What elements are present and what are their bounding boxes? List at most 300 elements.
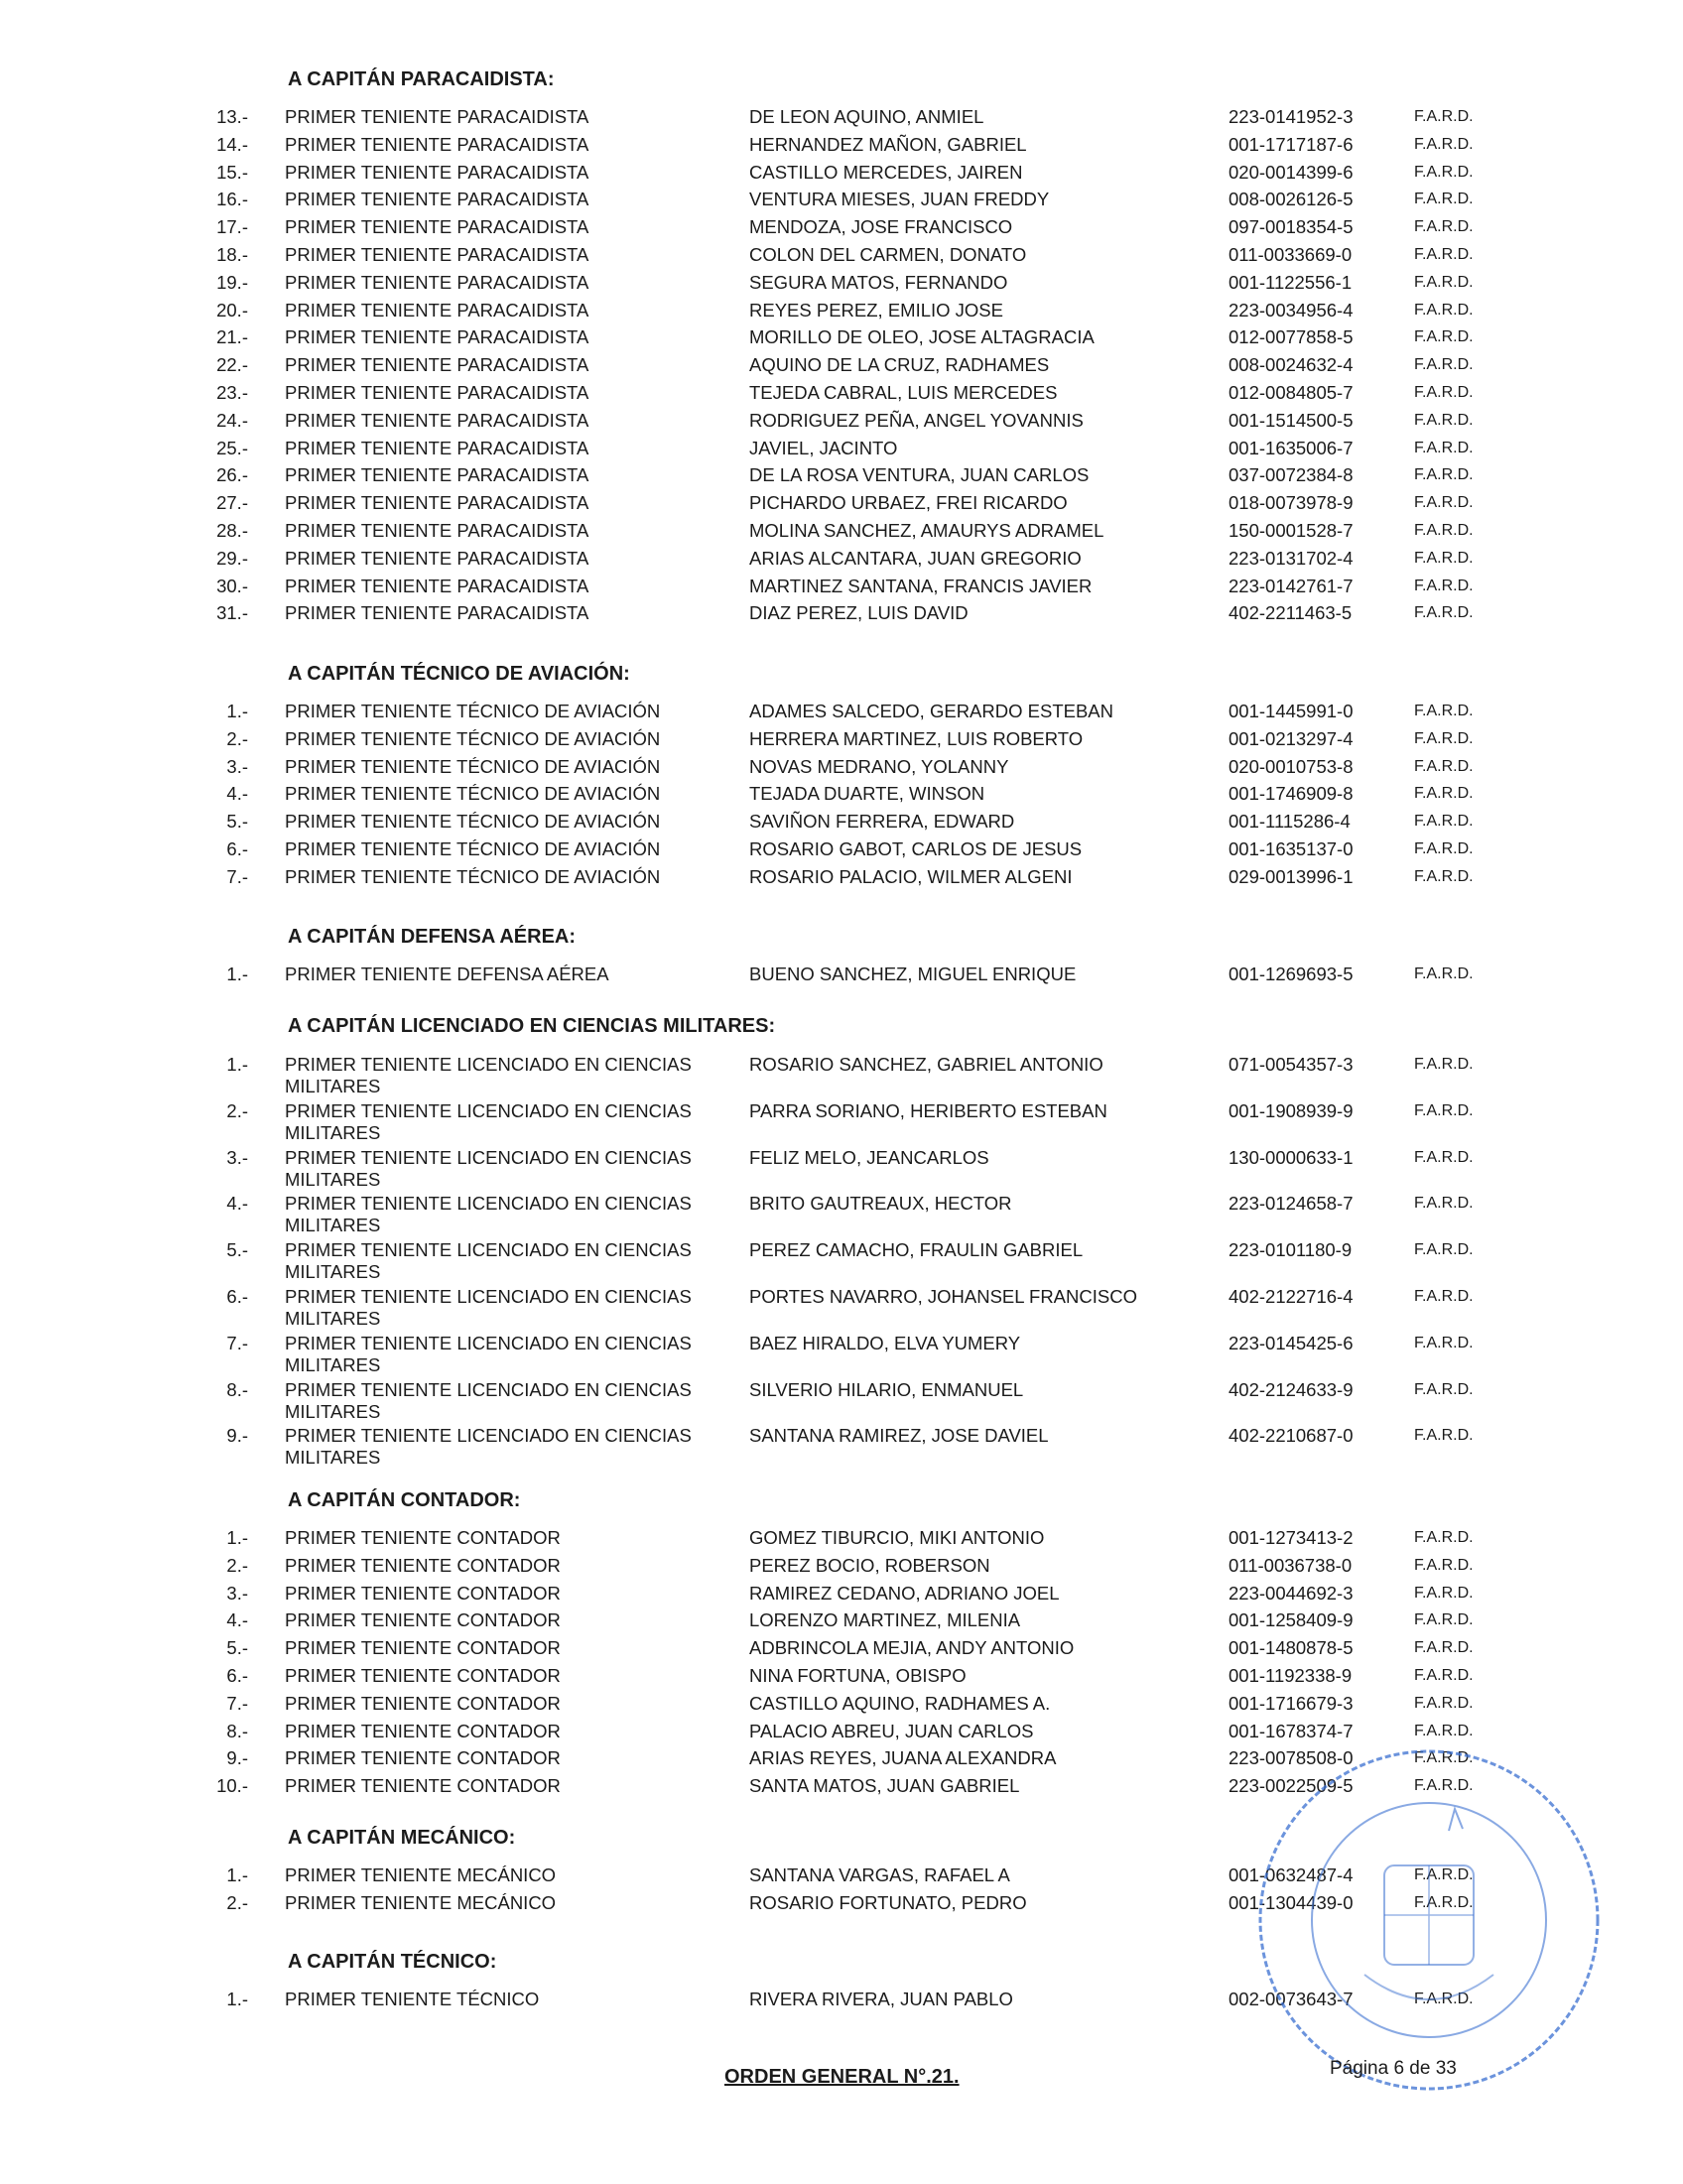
id-number-cell: 037-0072384-8 [1229,464,1354,486]
rank-cell: PRIMER TENIENTE PARACAIDISTA [285,547,589,569]
row-number: 2.- [226,1099,248,1121]
institution-cell: F.A.R.D. [1414,813,1474,831]
id-number-cell: 223-0141952-3 [1229,106,1354,127]
name-cell: CASTILLO MERCEDES, JAIREN [749,161,1023,183]
promotion-section [198,923,1489,988]
rank-cell: PRIMER TENIENTE PARACAIDISTA [285,161,589,183]
rank-cell: PRIMER TENIENTE LICENCIADO EN CIENCIAS MILITARES [285,1332,692,1375]
promotion-section [198,1012,1489,1468]
name-cell: FELIZ MELO, JEANCARLOS [749,1146,989,1168]
row-number: 3.- [226,755,248,777]
institution-cell: F.A.R.D. [1414,466,1474,484]
name-cell: HERNANDEZ MAÑON, GABRIEL [749,133,1027,155]
rank-cell: PRIMER TENIENTE TÉCNICO DE AVIACIÓN [285,727,661,749]
institution-cell: F.A.R.D. [1414,108,1474,125]
rank-cell: PRIMER TENIENTE CONTADOR [285,1720,561,1741]
name-cell: SANTA MATOS, JUAN GABRIEL [749,1775,1020,1797]
id-number-cell: 402-2122716-4 [1229,1285,1354,1307]
rank-cell: PRIMER TENIENTE LICENCIADO EN CIENCIAS MILITARES [285,1239,692,1283]
name-cell: BAEZ HIRALDO, ELVA YUMERY [749,1332,1021,1353]
row-number: 16.- [216,189,248,210]
name-cell: BRITO GAUTREAUX, HECTOR [749,1193,1012,1215]
institution-cell: F.A.R.D. [1414,1287,1474,1305]
id-number-cell: 001-1273413-2 [1229,1527,1354,1548]
row-number: 23.- [216,381,248,403]
id-number-cell: 018-0073978-9 [1229,492,1354,514]
id-number-cell: 001-1635006-7 [1229,437,1354,458]
id-number-cell: 402-2124633-9 [1229,1378,1354,1400]
institution-cell: F.A.R.D. [1414,1893,1474,1911]
rank-cell: PRIMER TENIENTE PARACAIDISTA [285,409,589,431]
name-cell: CASTILLO AQUINO, RADHAMES A. [749,1692,1051,1714]
row-number: 2.- [226,1891,248,1913]
name-cell: LORENZO MARTINEZ, MILENIA [749,1609,1021,1631]
row-number: 1.- [226,701,248,721]
row-number: 6.- [226,1664,248,1686]
table-row [198,780,1489,808]
name-cell: BUENO SANCHEZ, MIGUEL ENRIQUE [749,964,1077,984]
row-number: 1.- [226,1527,248,1548]
rank-cell: PRIMER TENIENTE PARACAIDISTA [285,133,589,155]
row-number: 3.- [226,1582,248,1604]
name-cell: SEGURA MATOS, FERNANDO [749,271,1008,293]
id-number-cell: 001-1678374-7 [1229,1720,1354,1741]
id-number-cell: 008-0024632-4 [1229,354,1354,376]
table-row [198,1580,1489,1607]
row-number: 17.- [216,216,248,238]
rank-cell: PRIMER TENIENTE CONTADOR [285,1582,561,1604]
name-cell: DE LEON AQUINO, ANMIEL [749,106,984,127]
rank-cell: PRIMER TENIENTE CONTADOR [285,1747,561,1769]
institution-cell: F.A.R.D. [1414,839,1474,857]
row-number: 1.- [226,964,248,984]
row-number: 24.- [216,409,248,431]
row-number: 14.- [216,133,248,155]
row-number: 3.- [226,1146,248,1168]
table-row [198,808,1489,835]
table-row [198,1282,1489,1329]
table-row [198,961,1489,988]
row-number: 6.- [226,1285,248,1307]
name-cell: PICHARDO URBAEZ, FREI RICARDO [749,492,1068,514]
id-number-cell: 223-0124658-7 [1229,1193,1354,1215]
row-number: 13.- [216,106,248,127]
rank-cell: PRIMER TENIENTE TÉCNICO DE AVIACIÓN [285,865,661,887]
id-number-cell: 029-0013996-1 [1229,865,1354,887]
id-number-cell: 020-0014399-6 [1229,161,1354,183]
rank-cell: PRIMER TENIENTE PARACAIDISTA [285,271,589,293]
institution-cell: F.A.R.D. [1414,757,1474,775]
row-number: 8.- [226,1720,248,1741]
rank-cell: PRIMER TENIENTE CONTADOR [285,1554,561,1576]
id-number-cell: 001-1635137-0 [1229,837,1354,859]
rank-cell: PRIMER TENIENTE PARACAIDISTA [285,326,589,348]
institution-cell: F.A.R.D. [1414,494,1474,512]
name-cell: SANTANA RAMIREZ, JOSE DAVIEL [749,1425,1049,1447]
table-row [198,159,1489,187]
id-number-cell: 223-0034956-4 [1229,299,1354,321]
table-row [198,213,1489,241]
institution-cell: F.A.R.D. [1414,1427,1474,1445]
section-title: A CAPITÁN PARACAIDISTA: [288,68,555,90]
row-number: 26.- [216,464,248,486]
table-row [198,1634,1489,1662]
institution-cell: F.A.R.D. [1414,356,1474,374]
rank-cell: PRIMER TENIENTE CONTADOR [285,1637,561,1659]
name-cell: VENTURA MIESES, JUAN FREDDY [749,189,1050,210]
name-cell: REYES PEREZ, EMILIO JOSE [749,299,1003,321]
institution-cell: F.A.R.D. [1414,411,1474,429]
row-number: 4.- [226,1609,248,1631]
table-row [198,241,1489,269]
row-number: 29.- [216,547,248,569]
name-cell: ADBRINCOLA MEJIA, ANDY ANTONIO [749,1637,1075,1659]
id-number-cell: 001-1192338-9 [1229,1664,1353,1686]
row-number: 1.- [226,1989,248,2009]
row-number: 9.- [226,1425,248,1447]
row-number: 27.- [216,492,248,514]
institution-cell: F.A.R.D. [1414,273,1474,291]
row-number: 8.- [226,1378,248,1400]
rank-cell: PRIMER TENIENTE PARACAIDISTA [285,299,589,321]
name-cell: AQUINO DE LA CRUZ, RADHAMES [749,354,1050,376]
table-row [198,1096,1489,1143]
rank-cell: PRIMER TENIENTE CONTADOR [285,1664,561,1686]
id-number-cell: 001-1908939-9 [1229,1099,1354,1121]
rank-cell: PRIMER TENIENTE PARACAIDISTA [285,243,589,265]
table-row [198,1524,1489,1552]
section-title: A CAPITÁN DEFENSA AÉREA: [288,926,577,948]
id-number-cell: 150-0001528-7 [1229,519,1354,541]
rank-cell: PRIMER TENIENTE TÉCNICO DE AVIACIÓN [285,701,661,721]
table-row [198,1235,1489,1282]
name-cell: NINA FORTUNA, OBISPO [749,1664,967,1686]
table-row [198,186,1489,213]
rank-cell: PRIMER TENIENTE LICENCIADO EN CIENCIAS MILITARES [285,1193,692,1236]
promotion-section [198,65,1489,627]
institution-cell: F.A.R.D. [1414,1666,1474,1684]
rank-cell: PRIMER TENIENTE LICENCIADO EN CIENCIAS MILITARES [285,1054,692,1096]
institution-cell: F.A.R.D. [1414,1241,1474,1259]
institution-cell: F.A.R.D. [1414,1694,1474,1712]
table-row [198,1552,1489,1580]
row-number: 5.- [226,1637,248,1659]
rank-cell: PRIMER TENIENTE LICENCIADO EN CIENCIAS MILITARES [285,1425,692,1469]
institution-cell: F.A.R.D. [1414,1777,1474,1795]
name-cell: RODRIGUEZ PEÑA, ANGEL YOVANNIS [749,409,1084,431]
official-seal-icon [1235,1727,1622,2114]
rank-cell: PRIMER TENIENTE PARACAIDISTA [285,189,589,210]
institution-cell: F.A.R.D. [1414,1722,1474,1739]
name-cell: PEREZ CAMACHO, FRAULIN GABRIEL [749,1239,1084,1261]
table-row [198,698,1489,725]
id-number-cell: 001-0213297-4 [1229,727,1354,749]
institution-cell: F.A.R.D. [1414,1991,1474,2007]
rank-cell: PRIMER TENIENTE TÉCNICO DE AVIACIÓN [285,811,661,833]
institution-cell: F.A.R.D. [1414,604,1474,622]
row-number: 9.- [226,1747,248,1769]
name-cell: GOMEZ TIBURCIO, MIKI ANTONIO [749,1527,1045,1548]
institution-cell: F.A.R.D. [1414,328,1474,346]
id-number-cell: 130-0000633-1 [1229,1146,1354,1168]
institution-cell: F.A.R.D. [1414,965,1474,982]
rank-cell: PRIMER TENIENTE PARACAIDISTA [285,464,589,486]
id-number-cell: 001-1115286-4 [1229,811,1351,833]
id-number-cell: 223-0022509-5 [1229,1775,1354,1797]
row-number: 22.- [216,354,248,376]
table-row [198,461,1489,489]
institution-cell: F.A.R.D. [1414,1529,1474,1546]
table-row [198,297,1489,324]
institution-cell: F.A.R.D. [1414,1584,1474,1602]
institution-cell: F.A.R.D. [1414,549,1474,567]
institution-cell: F.A.R.D. [1414,1866,1474,1883]
name-cell: MOLINA SANCHEZ, AMAURYS ADRAMEL [749,519,1104,541]
row-number: 30.- [216,575,248,596]
name-cell: PARRA SORIANO, HERIBERTO ESTEBAN [749,1099,1107,1121]
name-cell: NOVAS MEDRANO, YOLANNY [749,755,1009,777]
id-number-cell: 001-1122556-1 [1229,271,1353,293]
row-number: 21.- [216,326,248,348]
id-number-cell: 001-0632487-4 [1229,1864,1354,1885]
id-number-cell: 002-0073643-7 [1229,1989,1354,2009]
rank-cell: PRIMER TENIENTE CONTADOR [285,1692,561,1714]
row-number: 19.- [216,271,248,293]
rank-cell: PRIMER TENIENTE PARACAIDISTA [285,381,589,403]
rank-cell: PRIMER TENIENTE TÉCNICO [285,1989,540,2009]
table-row [198,725,1489,753]
rank-cell: PRIMER TENIENTE CONTADOR [285,1527,561,1548]
name-cell: MARTINEZ SANTANA, FRANCIS JAVIER [749,575,1093,596]
id-number-cell: 097-0018354-5 [1229,216,1354,238]
row-number: 31.- [216,602,248,624]
name-cell: MORILLO DE OLEO, JOSE ALTAGRACIA [749,326,1095,348]
name-cell: PALACIO ABREU, JUAN CARLOS [749,1720,1034,1741]
institution-cell: F.A.R.D. [1414,577,1474,594]
rank-cell: PRIMER TENIENTE TÉCNICO DE AVIACIÓN [285,755,661,777]
institution-cell: F.A.R.D. [1414,135,1474,153]
table-row [198,1050,1489,1096]
name-cell: TEJEDA CABRAL, LUIS MERCEDES [749,381,1058,403]
id-number-cell: 223-0044692-3 [1229,1582,1354,1604]
table-row [198,1690,1489,1718]
id-number-cell: 001-1304439-0 [1229,1891,1354,1913]
id-number-cell: 001-1445991-0 [1229,701,1354,721]
name-cell: ROSARIO GABOT, CARLOS DE JESUS [749,837,1083,859]
rank-cell: PRIMER TENIENTE PARACAIDISTA [285,602,589,624]
rank-cell: PRIMER TENIENTE LICENCIADO EN CIENCIAS MILITARES [285,1099,692,1143]
id-number-cell: 223-0142761-7 [1229,575,1354,596]
table-row [198,1143,1489,1190]
name-cell: SAVIÑON FERRERA, EDWARD [749,811,1015,833]
rank-cell: PRIMER TENIENTE PARACAIDISTA [285,519,589,541]
id-number-cell: 402-2210687-0 [1229,1425,1354,1447]
rank-cell: PRIMER TENIENTE PARACAIDISTA [285,106,589,127]
page-number: Página 6 de 33 [1330,2058,1457,2079]
id-number-cell: 001-1480878-5 [1229,1637,1354,1659]
institution-cell: F.A.R.D. [1414,383,1474,401]
table-row [198,1421,1489,1468]
institution-cell: F.A.R.D. [1414,1334,1474,1351]
institution-cell: F.A.R.D. [1414,1611,1474,1629]
institution-cell: F.A.R.D. [1414,218,1474,236]
row-number: 10.- [216,1775,248,1797]
row-number: 20.- [216,299,248,321]
section-title: A CAPITÁN LICENCIADO EN CIENCIAS MILITARES: [288,1015,776,1037]
section-title: A CAPITÁN CONTADOR: [288,1489,521,1511]
institution-cell: F.A.R.D. [1414,1148,1474,1166]
table-row [198,103,1489,131]
id-number-cell: 011-0036738-0 [1229,1554,1353,1576]
section-title: A CAPITÁN TÉCNICO DE AVIACIÓN: [288,663,630,685]
id-number-cell: 001-1269693-5 [1229,964,1354,984]
name-cell: ARIAS ALCANTARA, JUAN GREGORIO [749,547,1082,569]
rank-cell: PRIMER TENIENTE DEFENSA AÉREA [285,964,609,984]
id-number-cell: 008-0026126-5 [1229,189,1354,210]
table-row [198,1606,1489,1634]
rank-cell: PRIMER TENIENTE PARACAIDISTA [285,437,589,458]
institution-cell: F.A.R.D. [1414,191,1474,208]
id-number-cell: 001-1514500-5 [1229,409,1354,431]
institution-cell: F.A.R.D. [1414,1056,1474,1073]
promotion-section [198,660,1489,891]
id-number-cell: 001-1716679-3 [1229,1692,1354,1714]
rank-cell: PRIMER TENIENTE LICENCIADO EN CIENCIAS MILITARES [285,1146,692,1190]
table-row [198,1189,1489,1235]
name-cell: HERRERA MARTINEZ, LUIS ROBERTO [749,727,1084,749]
institution-cell: F.A.R.D. [1414,1195,1474,1213]
institution-cell: F.A.R.D. [1414,1380,1474,1398]
table-row [198,269,1489,297]
name-cell: ROSARIO FORTUNATO, PEDRO [749,1891,1027,1913]
table-row [198,489,1489,517]
id-number-cell: 001-1258409-9 [1229,1609,1354,1631]
rank-cell: PRIMER TENIENTE PARACAIDISTA [285,216,589,238]
table-row [198,599,1489,627]
id-number-cell: 223-0078508-0 [1229,1747,1354,1769]
name-cell: ROSARIO SANCHEZ, GABRIEL ANTONIO [749,1054,1103,1075]
table-row [198,517,1489,545]
institution-cell: F.A.R.D. [1414,521,1474,539]
table-row [198,835,1489,863]
rank-cell: PRIMER TENIENTE MECÁNICO [285,1891,557,1913]
rank-cell: PRIMER TENIENTE PARACAIDISTA [285,492,589,514]
institution-cell: F.A.R.D. [1414,163,1474,181]
table-row [198,435,1489,462]
id-number-cell: 001-1717187-6 [1229,133,1354,155]
name-cell: TEJADA DUARTE, WINSON [749,783,985,805]
row-number: 2.- [226,727,248,749]
institution-cell: F.A.R.D. [1414,1101,1474,1119]
table-row [198,1662,1489,1690]
name-cell: COLON DEL CARMEN, DONATO [749,243,1027,265]
row-number: 7.- [226,865,248,887]
row-number: 1.- [226,1864,248,1885]
id-number-cell: 001-1746909-8 [1229,783,1354,805]
table-row [198,323,1489,351]
name-cell: PORTES NAVARRO, JOHANSEL FRANCISCO [749,1285,1137,1307]
row-number: 4.- [226,783,248,805]
rank-cell: PRIMER TENIENTE LICENCIADO EN CIENCIAS MILITARES [285,1378,692,1422]
institution-cell: F.A.R.D. [1414,703,1474,719]
section-title: A CAPITÁN TÉCNICO: [288,1951,497,1973]
row-number: 5.- [226,1239,248,1261]
row-number: 15.- [216,161,248,183]
row-number: 2.- [226,1554,248,1576]
general-order-number: ORDEN GENERAL N°.21. [724,2066,960,2088]
name-cell: MENDOZA, JOSE FRANCISCO [749,216,1013,238]
institution-cell: F.A.R.D. [1414,729,1474,747]
row-number: 7.- [226,1332,248,1353]
table-row [198,131,1489,159]
section-title: A CAPITÁN MECÁNICO: [288,1827,516,1849]
table-row [198,379,1489,407]
row-number: 7.- [226,1692,248,1714]
name-cell: ARIAS REYES, JUANA ALEXANDRA [749,1747,1057,1769]
row-number: 25.- [216,437,248,458]
rank-cell: PRIMER TENIENTE CONTADOR [285,1609,561,1631]
id-number-cell: 012-0084805-7 [1229,381,1354,403]
table-row [198,863,1489,891]
table-row [198,1329,1489,1375]
row-number: 4.- [226,1193,248,1215]
id-number-cell: 223-0101180-9 [1229,1239,1353,1261]
table-row [198,407,1489,435]
name-cell: ROSARIO PALACIO, WILMER ALGENI [749,865,1073,887]
id-number-cell: 223-0131702-4 [1229,547,1354,569]
row-number: 18.- [216,243,248,265]
name-cell: RIVERA RIVERA, JUAN PABLO [749,1989,1013,2009]
name-cell: RAMIREZ CEDANO, ADRIANO JOEL [749,1582,1060,1604]
name-cell: SILVERIO HILARIO, ENMANUEL [749,1378,1024,1400]
rank-cell: PRIMER TENIENTE TÉCNICO DE AVIACIÓN [285,783,661,805]
rank-cell: PRIMER TENIENTE CONTADOR [285,1775,561,1797]
row-number: 5.- [226,811,248,833]
id-number-cell: 020-0010753-8 [1229,755,1354,777]
name-cell: DE LA ROSA VENTURA, JUAN CARLOS [749,464,1090,486]
table-row [198,753,1489,781]
row-number: 28.- [216,519,248,541]
rank-cell: PRIMER TENIENTE LICENCIADO EN CIENCIAS MILITARES [285,1285,692,1329]
institution-cell: F.A.R.D. [1414,785,1474,803]
table-row [198,573,1489,600]
institution-cell: F.A.R.D. [1414,1749,1474,1767]
rank-cell: PRIMER TENIENTE TÉCNICO DE AVIACIÓN [285,837,661,859]
rank-cell: PRIMER TENIENTE PARACAIDISTA [285,354,589,376]
id-number-cell: 071-0054357-3 [1229,1054,1354,1075]
institution-cell: F.A.R.D. [1414,1556,1474,1574]
institution-cell: F.A.R.D. [1414,867,1474,885]
rank-cell: PRIMER TENIENTE PARACAIDISTA [285,575,589,596]
name-cell: SANTANA VARGAS, RAFAEL A [749,1864,1010,1885]
id-number-cell: 223-0145425-6 [1229,1332,1354,1353]
institution-cell: F.A.R.D. [1414,245,1474,263]
institution-cell: F.A.R.D. [1414,1639,1474,1657]
name-cell: PEREZ BOCIO, ROBERSON [749,1554,990,1576]
row-number: 6.- [226,837,248,859]
name-cell: ADAMES SALCEDO, GERARDO ESTEBAN [749,701,1114,721]
rank-cell: PRIMER TENIENTE MECÁNICO [285,1864,557,1885]
name-cell: DIAZ PEREZ, LUIS DAVID [749,602,969,624]
id-number-cell: 402-2211463-5 [1229,602,1353,624]
row-number: 1.- [226,1054,248,1075]
table-row [198,545,1489,573]
institution-cell: F.A.R.D. [1414,439,1474,456]
name-cell: JAVIEL, JACINTO [749,437,898,458]
institution-cell: F.A.R.D. [1414,301,1474,319]
table-row [198,1375,1489,1422]
table-row [198,351,1489,379]
